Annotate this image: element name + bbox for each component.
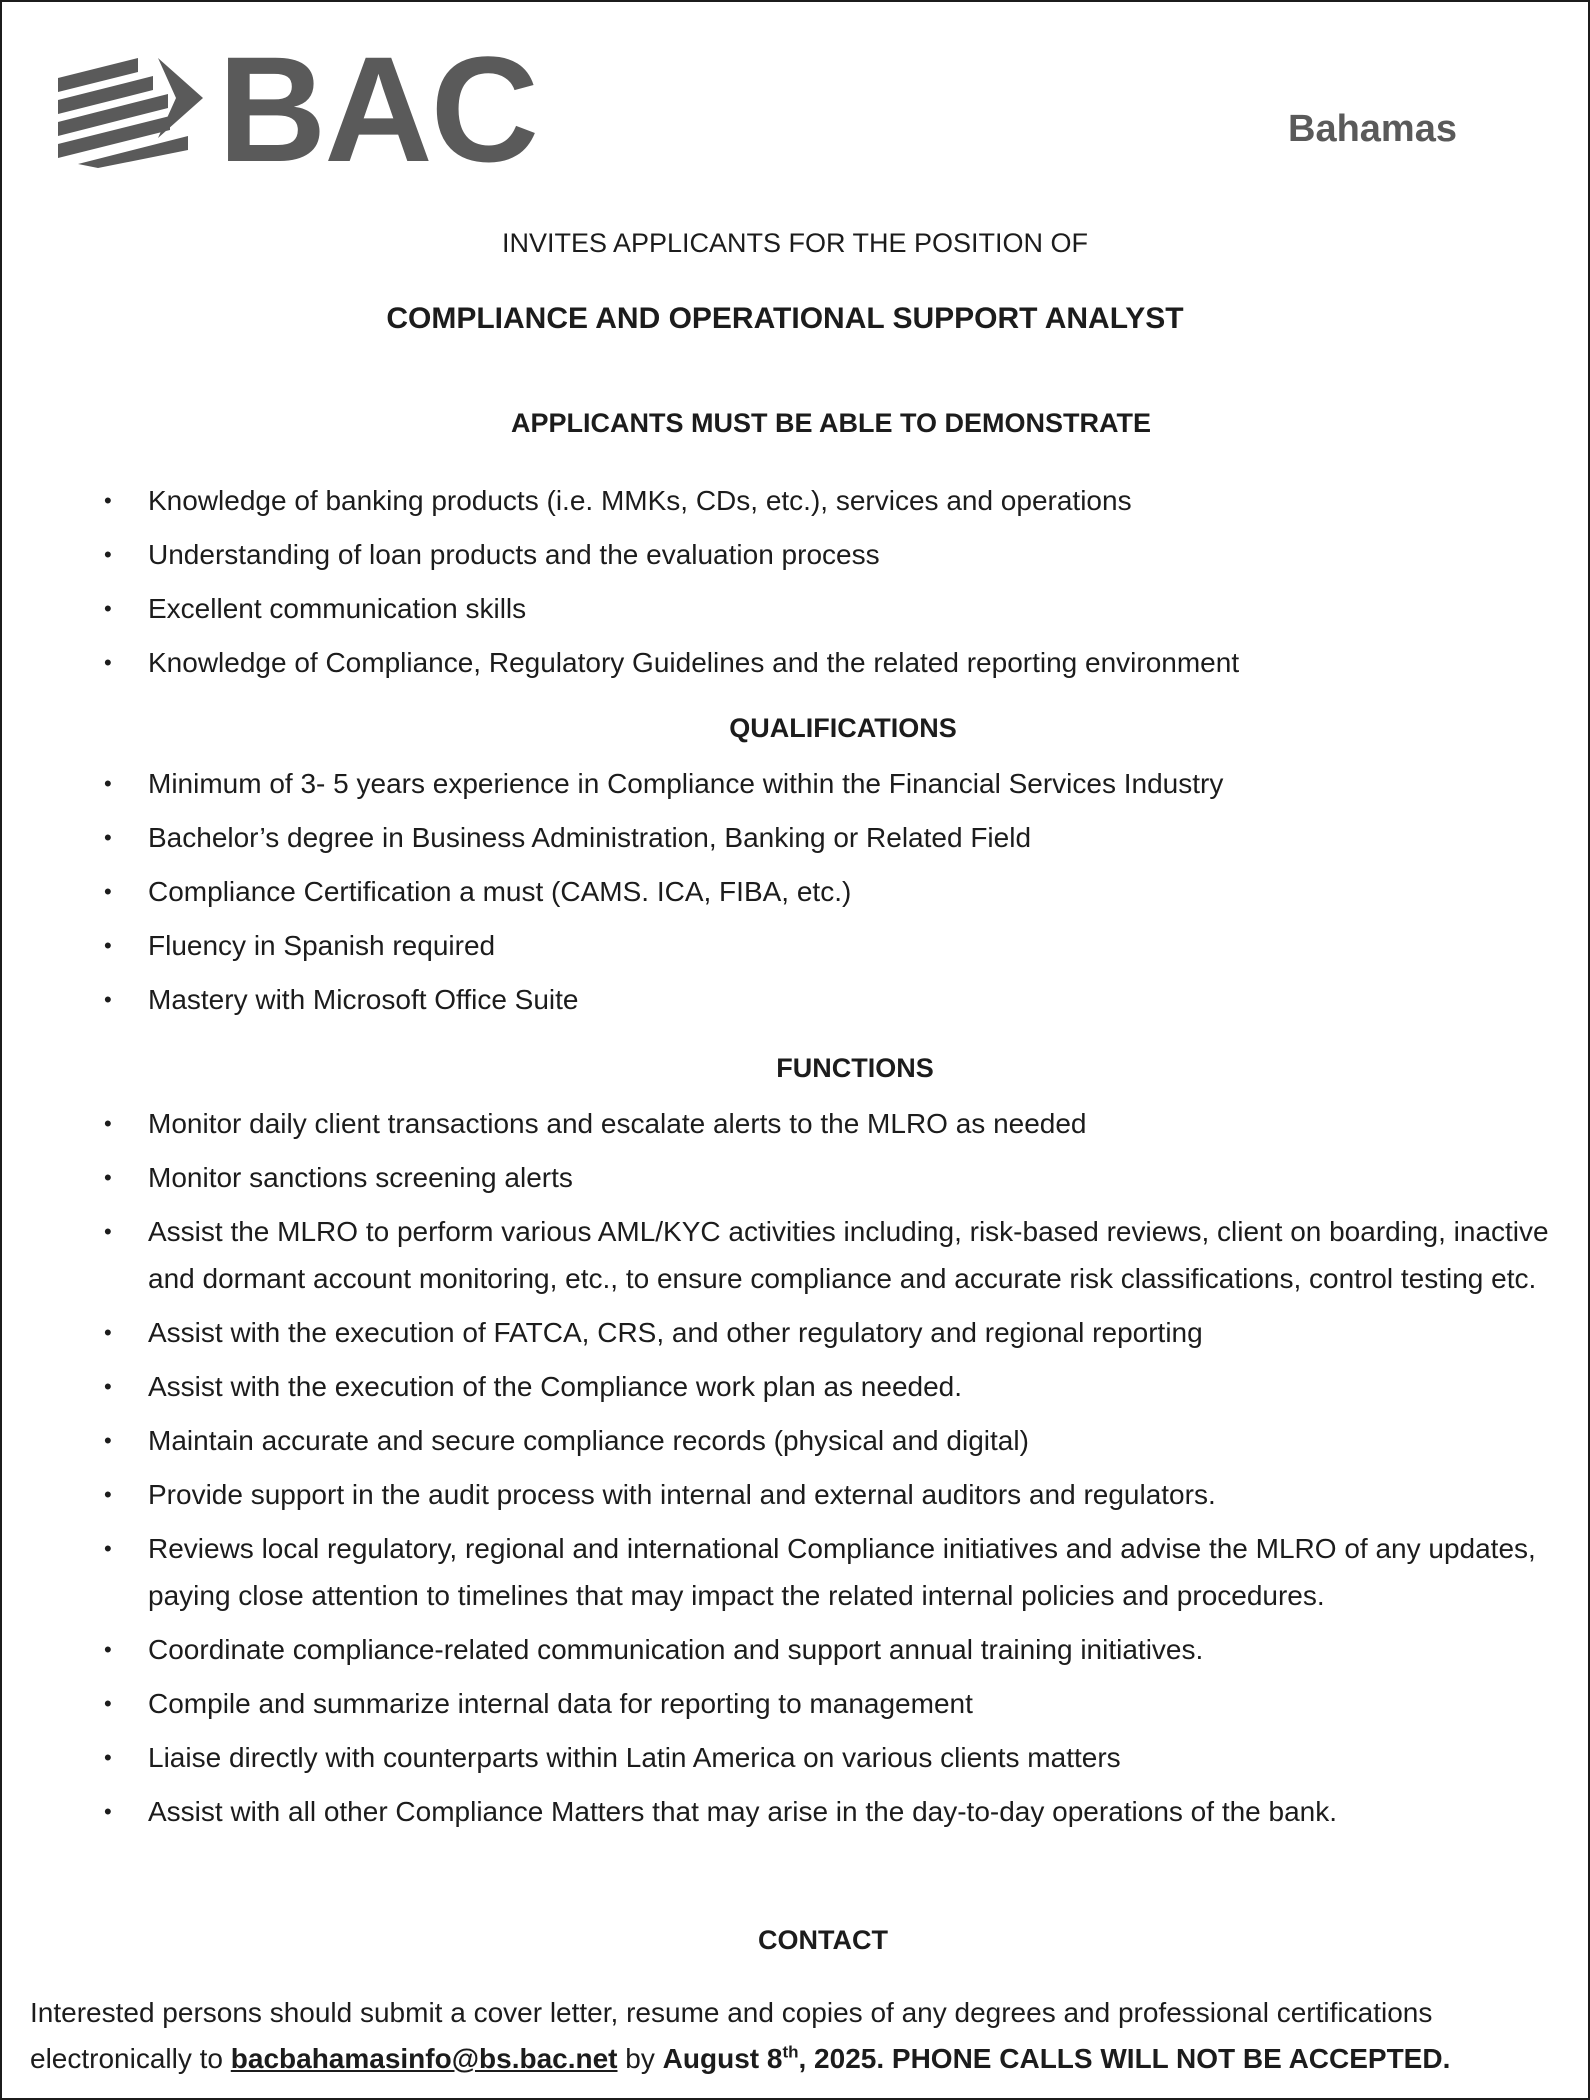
bac-logo-mark-icon xyxy=(58,58,208,168)
bullet-icon: • xyxy=(104,1745,112,1770)
list-item: • Monitor daily client transactions and escalate alerts to the MLRO as needed xyxy=(0,1100,1590,1147)
bullet-icon: • xyxy=(104,596,112,621)
list-item: • Bachelor’s degree in Business Administration, Banking or Related Field xyxy=(0,814,1590,861)
bullet-icon: • xyxy=(104,879,112,904)
bullet-icon: • xyxy=(104,488,112,513)
bullet-icon: • xyxy=(104,650,112,675)
list-item: • Coordinate compliance-related communication and support annual training initiatives. xyxy=(0,1626,1590,1673)
list-item: • Knowledge of banking products (i.e. MMKs, CDs, etc.), services and operations xyxy=(0,477,1590,524)
functions-list xyxy=(0,1100,1590,1842)
bullet-icon: • xyxy=(104,542,112,567)
list-item: • Liaise directly with counterparts within Latin America on various clients matters xyxy=(0,1734,1590,1781)
bullet-icon: • xyxy=(104,771,112,796)
list-item: • Maintain accurate and secure compliance records (physical and digital) xyxy=(0,1417,1590,1464)
region-label: Bahamas xyxy=(1288,108,1457,150)
list-item: • Mastery with Microsoft Office Suite xyxy=(0,976,1590,1023)
list-item: • Assist with the execution of FATCA, CRS, and other regulatory and regional reporting xyxy=(0,1309,1590,1356)
contact-text-by: by xyxy=(625,2043,655,2074)
deadline-date: August 8th, 2025. xyxy=(662,2042,885,2074)
bullet-icon: • xyxy=(104,1428,112,1453)
bullet-icon: • xyxy=(104,1536,112,1561)
bullet-icon: • xyxy=(104,1482,112,1507)
bullet-icon: • xyxy=(104,1320,112,1345)
list-item: • Understanding of loan products and the evaluation process xyxy=(0,531,1590,578)
contact-email-link[interactable]: bacbahamasinfo@bs.bac.net xyxy=(230,2043,618,2074)
bullet-icon: • xyxy=(104,1219,112,1244)
bullet-icon: • xyxy=(104,1111,112,1136)
contact-text-before: Interested persons should submit a cover letter, resume and copies of any degrees and professional certifications electronically to xyxy=(30,1997,1433,2074)
list-item: • Compile and summarize internal data for reporting to management xyxy=(0,1680,1590,1727)
list-item: • Assist the MLRO to perform various AML/KYC activities including, risk-based reviews, client on boarding, inactive and dormant account monitoring, etc., to ensure compliance and accurate risk classifications, control testing etc. xyxy=(0,1208,1590,1302)
list-item: • Monitor sanctions screening alerts xyxy=(0,1154,1590,1201)
phone-notice: PHONE CALLS WILL NOT BE ACCEPTED. xyxy=(891,2043,1451,2074)
invites-line: INVITES APPLICANTS FOR THE POSITION OF xyxy=(501,228,1089,258)
bullet-icon: • xyxy=(104,1691,112,1716)
bullet-icon: • xyxy=(104,1374,112,1399)
list-item: • Excellent communication skills xyxy=(0,585,1590,632)
logo-text: BAC xyxy=(218,25,537,193)
functions-heading: FUNCTIONS xyxy=(776,1053,934,1083)
list-item: • Knowledge of Compliance, Regulatory Guidelines and the related reporting environment xyxy=(0,639,1590,686)
bullet-icon: • xyxy=(104,933,112,958)
position-title: COMPLIANCE AND OPERATIONAL SUPPORT ANALYST xyxy=(386,302,1184,335)
list-item: • Assist with all other Compliance Matters that may arise in the day-to-day operations of the bank. xyxy=(0,1788,1590,1835)
list-item: • Minimum of 3- 5 years experience in Compliance within the Financial Services Industry xyxy=(0,760,1590,807)
list-item: • Provide support in the audit process with internal and external auditors and regulators. xyxy=(0,1471,1590,1518)
list-item: • Reviews local regulatory, regional and international Compliance initiatives and advise the MLRO of any updates, paying close attention to timelines that may impact the related internal policies and procedures. xyxy=(0,1525,1590,1619)
contact-paragraph xyxy=(30,1990,1570,2082)
list-item: • Fluency in Spanish required xyxy=(0,922,1590,969)
bullet-icon: • xyxy=(104,987,112,1012)
contact-heading: CONTACT xyxy=(758,1925,888,1955)
demonstrate-heading: APPLICANTS MUST BE ABLE TO DEMONSTRATE xyxy=(510,408,1151,438)
list-item: • Assist with the execution of the Compliance work plan as needed. xyxy=(0,1363,1590,1410)
qualifications-heading: QUALIFICATIONS xyxy=(729,713,957,743)
bullet-icon: • xyxy=(104,1637,112,1662)
bac-logo xyxy=(58,25,537,193)
list-item: • Compliance Certification a must (CAMS. ICA, FIBA, etc.) xyxy=(0,868,1590,915)
qualifications-list xyxy=(0,760,1590,1030)
bullet-icon: • xyxy=(104,825,112,850)
demonstrate-list xyxy=(0,477,1590,693)
bullet-icon: • xyxy=(104,1799,112,1824)
bullet-icon: • xyxy=(104,1165,112,1190)
